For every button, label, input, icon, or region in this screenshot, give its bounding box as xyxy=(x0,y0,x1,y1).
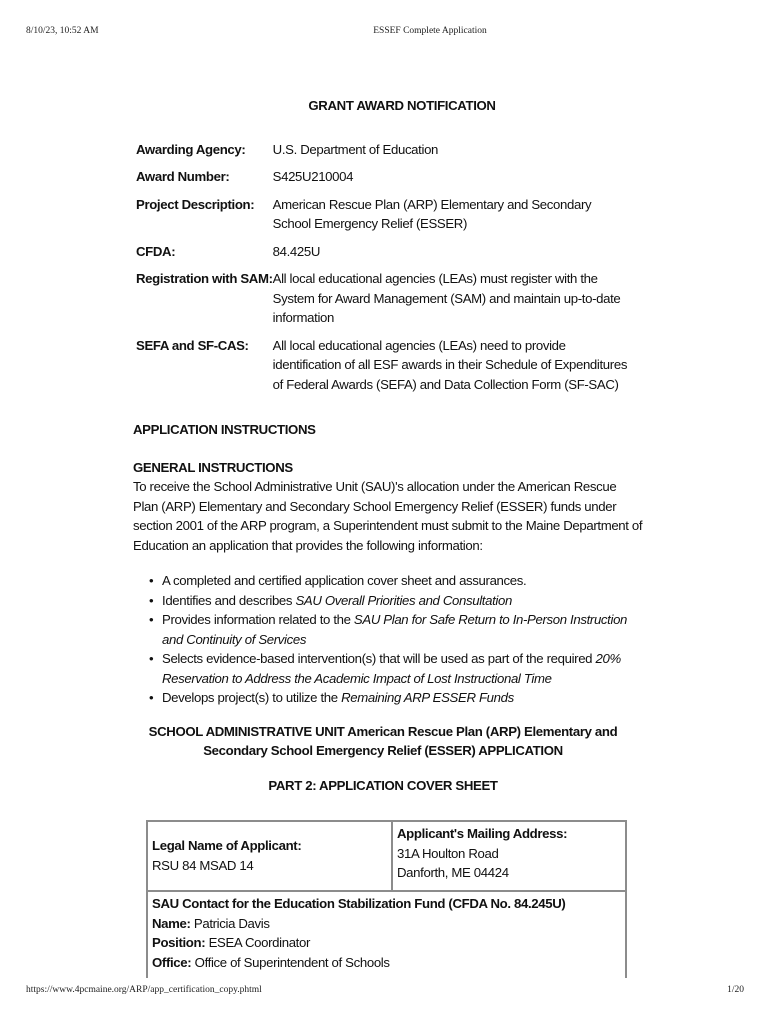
award-info-row xyxy=(136,336,633,403)
award-info-label: Project Description: xyxy=(136,196,255,212)
list-item xyxy=(149,610,642,649)
sau-contact-cell xyxy=(148,892,625,978)
print-page-number: 1/20 xyxy=(727,985,744,995)
list-item-text: Develops project(s) to utilize the xyxy=(162,690,342,705)
application-heading: SCHOOL ADMINISTRATIVE UNIT American Rescue Plan (ARP) Elementary and Secondary School Emergency Relief (ESSER) APPLICATION xyxy=(148,723,618,758)
award-info-row xyxy=(136,242,633,270)
print-url: https://www.4pcmaine.org/ARP/app_certification_copy.phtml xyxy=(26,985,262,995)
award-info-label: Registration with SAM: xyxy=(136,271,273,286)
contact-name-line xyxy=(152,914,621,934)
contact-position-line xyxy=(152,933,621,953)
contact-office-value: Office of Superintendent of Schools xyxy=(194,954,390,970)
cover-sheet-table xyxy=(146,820,627,978)
requirements-list xyxy=(133,571,643,708)
general-instructions-body: To receive the School Administrative Unit (SAU)'s allocation under the American Rescue Plan (ARP) Elementary and Secondary School Emergency Relief (ESSER) funds under section 2001 of the ARP program, a Superintendent must submit to the Maine Department of Education an application that provides the following information: xyxy=(133,479,643,553)
list-item-text: Selects evidence-based intervention(s) that will be used as part of the required xyxy=(162,651,596,666)
award-info-value: All local educational agencies (LEAs) must register with the System for Award Management (SAM) and maintain up-to-date information xyxy=(272,271,621,325)
legal-name-label: Legal Name of Applicant: xyxy=(152,838,302,853)
award-info-value: S425U210004 xyxy=(272,169,354,184)
print-doc-title: ESSEF Complete Application xyxy=(373,26,487,36)
bullet-icon: • xyxy=(149,573,154,588)
award-info-value: U.S. Department of Education xyxy=(272,141,439,157)
page-title: GRANT AWARD NOTIFICATION xyxy=(308,98,496,113)
contact-name-label: Name: xyxy=(152,915,191,931)
application-instructions-heading: APPLICATION INSTRUCTIONS xyxy=(133,422,316,437)
contact-name-value: Patricia Davis xyxy=(193,915,270,931)
print-timestamp: 8/10/23, 10:52 AM xyxy=(26,26,99,36)
mailing-address-line: 31A Houlton Road xyxy=(397,845,499,861)
list-item-text: Identifies and describes xyxy=(162,592,296,608)
list-item xyxy=(149,571,642,591)
award-info-value: All local educational agencies (LEAs) need to provide identification of all ESF awards in their Schedule of Expenditures of Federal Awards (SEFA) and Data Collection Form (SF-SAC) xyxy=(272,337,628,392)
contact-office-line xyxy=(152,953,621,973)
mailing-address-label: Applicant's Mailing Address: xyxy=(397,826,568,841)
bullet-icon: • xyxy=(149,651,154,666)
list-item-emphasis: SAU Overall Priorities and Consultation xyxy=(295,592,512,608)
list-item xyxy=(149,591,642,611)
part2-heading: PART 2: APPLICATION COVER SHEET xyxy=(268,777,498,793)
mailing-address-line: Danforth, ME 04424 xyxy=(397,865,509,880)
award-info-value: American Rescue Plan (ARP) Elementary and Secondary School Emergency Relief (ESSER) xyxy=(272,196,592,231)
contact-position-label: Position: xyxy=(152,935,206,950)
bullet-icon: • xyxy=(149,592,154,608)
award-info-label: CFDA: xyxy=(136,243,176,259)
legal-name-cell xyxy=(148,822,393,890)
list-item-emphasis: SAU Plan for Safe Return to In-Person Instruction and Continuity of Services xyxy=(162,612,628,647)
sau-contact-heading: SAU Contact for the Education Stabilization Fund (CFDA No. 84.245U) xyxy=(152,896,566,911)
legal-name-value: RSU 84 MSAD 14 xyxy=(152,857,254,873)
list-item-emphasis: Remaining ARP ESSER Funds xyxy=(341,690,514,705)
award-info-row xyxy=(136,167,633,195)
bullet-icon: • xyxy=(149,612,154,627)
list-item xyxy=(149,649,642,688)
document-content xyxy=(133,96,643,795)
award-info-row xyxy=(136,269,633,336)
bullet-icon: • xyxy=(149,690,154,705)
print-footer xyxy=(0,985,770,999)
contact-office-label: Office: xyxy=(152,954,192,970)
award-info-value: 84.425U xyxy=(272,243,321,259)
mailing-address-cell xyxy=(393,822,625,890)
award-info-label: Award Number: xyxy=(136,169,230,184)
list-item xyxy=(149,688,642,708)
list-item-emphasis: 20% Reservation to Address the Academic Impact of Lost Instructional Time xyxy=(162,651,621,686)
award-info-label: Awarding Agency: xyxy=(136,141,246,157)
general-instructions-heading: GENERAL INSTRUCTIONS xyxy=(133,459,293,475)
print-header xyxy=(0,26,770,40)
award-info-table xyxy=(136,140,633,403)
award-info-row xyxy=(136,140,633,168)
list-item-text: A completed and certified application cover sheet and assurances. xyxy=(162,573,527,588)
award-info-label: SEFA and SF-CAS: xyxy=(136,337,249,353)
contact-position-value: ESEA Coordinator xyxy=(208,935,311,950)
award-info-row xyxy=(136,195,633,242)
list-item-text: Provides information related to the xyxy=(162,612,354,627)
cover-sheet-row xyxy=(148,822,625,892)
